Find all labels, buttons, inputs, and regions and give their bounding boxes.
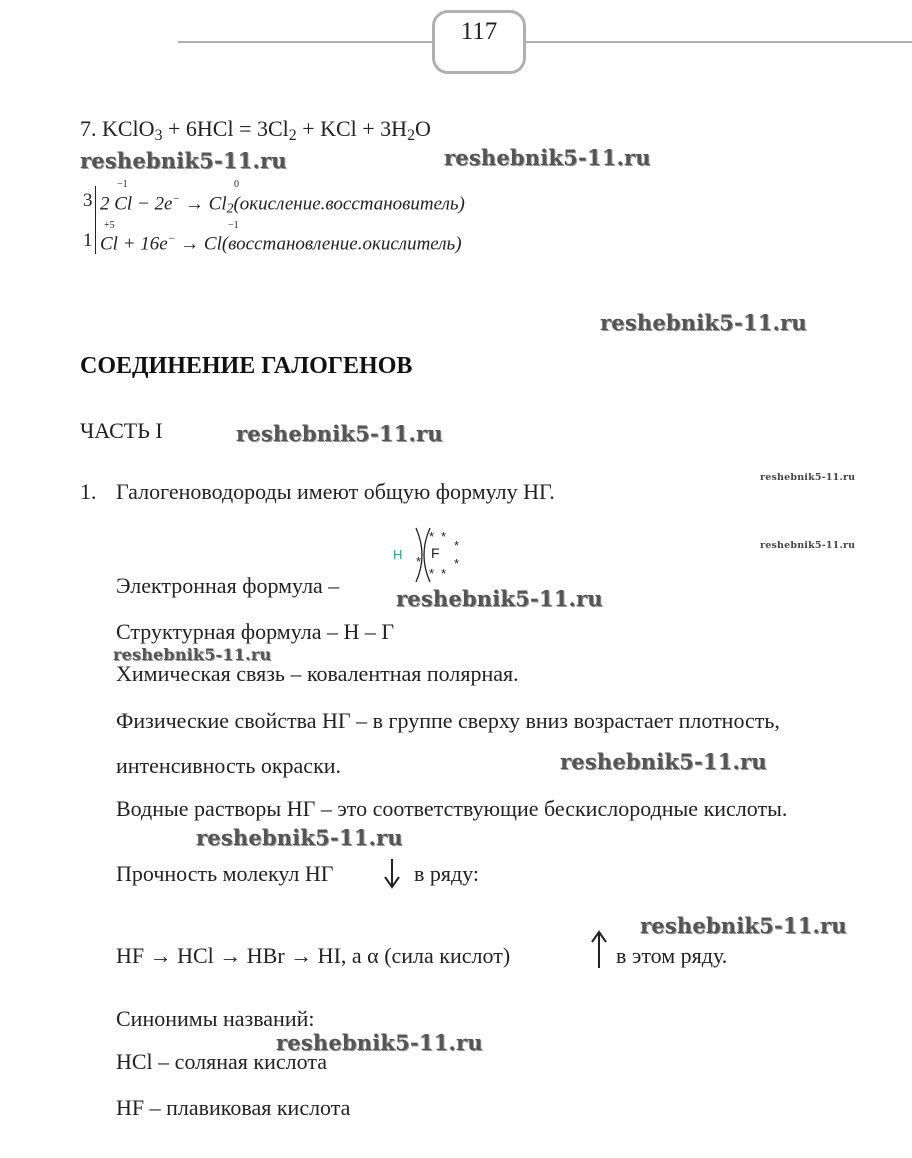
synonyms-title: Синонимы названий:	[116, 1006, 315, 1031]
arrow-down-icon	[381, 857, 403, 889]
electron-dot: *	[454, 556, 460, 571]
section-title: СОЕДИНЕНИЕ ГАЛОГЕНОВ	[80, 353, 413, 379]
ox-state: 0	[234, 179, 239, 190]
strength-prefix: Прочность молекул НГ	[116, 861, 334, 886]
fluorine-symbol: F	[431, 545, 440, 561]
structural-formula: Структурная формула – Н – Г	[116, 619, 395, 644]
balance-line-2: Cl + 16e− → Cl(восстановление.окислитель)	[100, 233, 462, 255]
header-rule-right	[520, 41, 912, 43]
electron-dot: *	[429, 566, 435, 581]
strength-suffix: в ряду:	[414, 861, 480, 886]
item-text: Галогеноводороды имеют общую формулу НГ.	[116, 479, 555, 504]
electron-dot: *	[416, 554, 422, 569]
watermark: reshebnik5-11.ru	[640, 913, 847, 938]
synonym-hf: HF – плавиковая кислота	[116, 1095, 351, 1120]
electron-dot: *	[454, 538, 460, 553]
balance-bracket	[95, 186, 96, 254]
watermark: reshebnik5-11.ru	[113, 645, 272, 664]
watermark: reshebnik5-11.ru	[396, 586, 603, 611]
hydrogen-symbol: H	[393, 547, 403, 562]
electron-dot: *	[429, 529, 435, 544]
electron-dot: *	[441, 566, 447, 581]
watermark: reshebnik5-11.ru	[444, 145, 651, 170]
reaction-equation: 7. KClO$_3$ + $6HCl = 3Cl_2$ + KCl + $3H_2O$	[80, 116, 431, 144]
item-number: 1.	[80, 479, 97, 504]
synonym-hcl: HCl – соляная кислота	[116, 1049, 327, 1074]
acid-series: HF → HCl → HBr → HI, а α (сила кислот)	[116, 943, 511, 968]
page-number: 117	[460, 18, 498, 45]
acid-series-suffix: в этом ряду.	[616, 943, 728, 968]
physical-properties-1: Физические свойства НГ – в группе сверху вниз возрастает плотность,	[116, 708, 780, 733]
watermark: reshebnik5-11.ru	[196, 825, 403, 850]
header-rule-left	[178, 41, 432, 43]
ox-state: +5	[104, 220, 115, 231]
watermark: reshebnik5-11.ru	[760, 540, 856, 551]
physical-properties-2: интенсивность окраски.	[116, 753, 342, 778]
watermark: reshebnik5-11.ru	[236, 421, 443, 446]
watermark: reshebnik5-11.ru	[276, 1030, 483, 1055]
aqueous-solutions: Водные растворы НГ – это соответствующие бескислородные кислоты.	[116, 796, 788, 821]
chemical-bond: Химическая связь – ковалентная полярная.	[116, 661, 519, 686]
arrow-up-icon	[588, 930, 610, 970]
electron-dot: *	[441, 529, 447, 544]
watermark: reshebnik5-11.ru	[80, 148, 287, 173]
balance-coef-bottom: 1	[83, 230, 93, 251]
ox-state: −1	[117, 179, 128, 190]
ox-state: −1	[228, 220, 239, 231]
watermark: reshebnik5-11.ru	[600, 310, 807, 335]
balance-line-1: 2 $Cl - 2e^- \to Cl_2(окисление.восстановитель)$	[100, 193, 465, 216]
part-label: ЧАСТЬ I	[80, 418, 163, 443]
electronic-formula-label: Электронная формула –	[116, 573, 340, 598]
lewis-structure	[390, 526, 470, 584]
balance-coef-top: 3	[83, 190, 93, 211]
watermark: reshebnik5-11.ru	[560, 749, 767, 774]
watermark: reshebnik5-11.ru	[760, 472, 856, 483]
